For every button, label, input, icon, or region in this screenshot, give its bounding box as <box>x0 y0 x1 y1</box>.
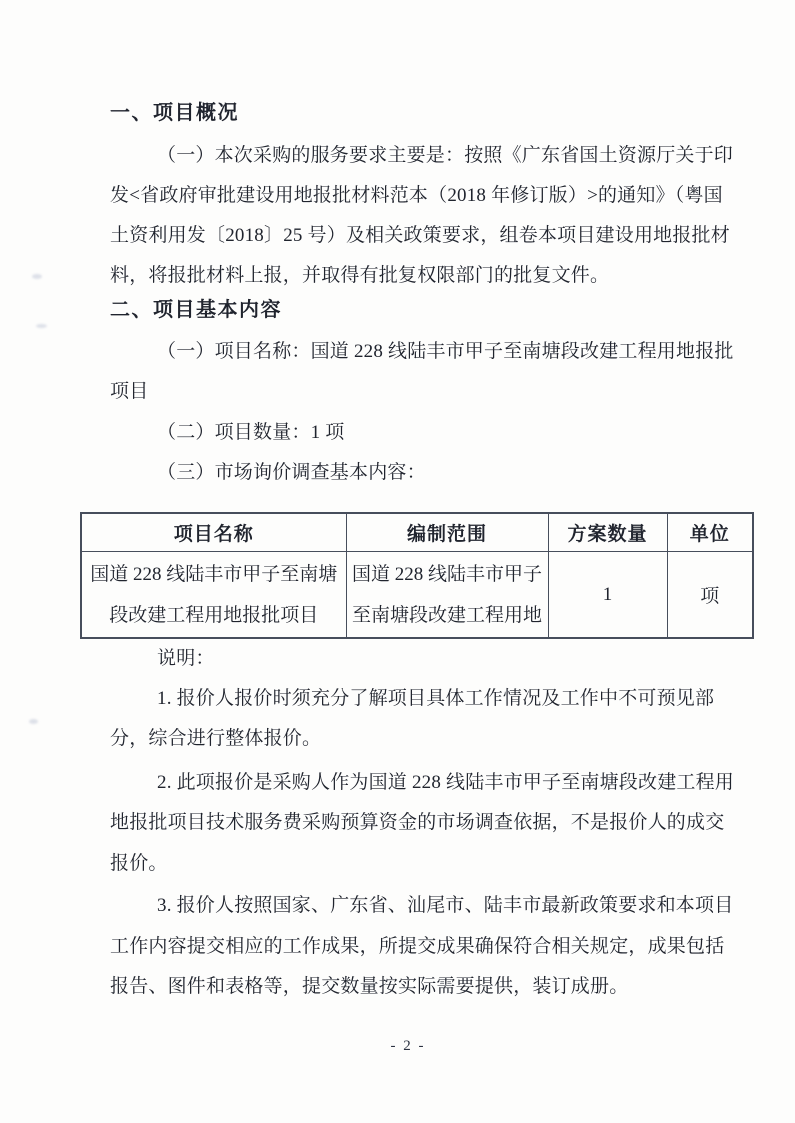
section-1-heading: 一、项目概况 <box>110 102 239 124</box>
note-3-line: 报告、图件和表格等，提交数量按实际需要提供，装订成册。 <box>110 976 629 997</box>
section-2-heading: 二、项目基本内容 <box>110 299 282 321</box>
note-2-line: 2. 此项报价是采购人作为国道 228 线陆丰市甲子至南塘段改建工程用 <box>157 772 735 793</box>
table-cell-scope <box>346 552 548 639</box>
scan-artifact <box>36 324 47 328</box>
scope-line: 国道 228 线陆丰市甲子 <box>351 563 542 585</box>
table-cell-unit: 项 <box>667 552 753 639</box>
section-2-item-3: （三）市场询价调查基本内容： <box>157 462 426 483</box>
project-name-line: 国道 228 线陆丰市甲子至南塘 <box>90 563 338 585</box>
section-2-item-1-line: （一）项目名称：国道 228 线陆丰市甲子至南塘段改建工程用地报批 <box>157 341 734 362</box>
table-header-unit: 单位 <box>667 513 753 552</box>
section-2-item-2: （二）项目数量：1 项 <box>157 422 345 443</box>
scan-artifact <box>32 274 42 279</box>
note-2-line: 地报批项目技术服务费采购预算资金的市场调查依据，不是报价人的成交 <box>110 812 725 833</box>
note-3-line: 3. 报价人按照国家、广东省、汕尾市、陆丰市最新政策要求和本项目 <box>157 895 734 916</box>
table-header-scope: 编制范围 <box>346 513 548 552</box>
section-1-paragraph-line: 发<省政府审批建设用地报批材料范本（2018 年修订版）>的通知》（粤国 <box>110 185 723 206</box>
table-cell-project-name <box>81 552 346 639</box>
section-2-item-1-line: 项目 <box>110 381 149 402</box>
table-header-row <box>81 513 753 552</box>
section-1-paragraph-line: 土资利用发〔2018〕25 号）及相关政策要求，组卷本项目建设用地报批材 <box>110 225 730 246</box>
scan-artifact <box>29 719 38 724</box>
note-1-line: 1. 报价人报价时须充分了解项目具体工作情况及工作中不可预见部 <box>157 688 715 709</box>
note-1-line: 分，综合进行整体报价。 <box>110 728 322 749</box>
section-1-paragraph-line: （一）本次采购的服务要求主要是：按照《广东省国土资源厅关于印 <box>157 145 734 166</box>
note-3-line: 工作内容提交相应的工作成果，所提交成果确保符合相关规定，成果包括 <box>110 936 725 957</box>
table-row <box>81 552 753 639</box>
table-cell-quantity: 1 <box>548 552 667 639</box>
inquiry-table <box>80 512 754 639</box>
table-header-quantity: 方案数量 <box>548 513 667 552</box>
section-1-paragraph-line: 料，将报批材料上报，并取得有批复权限部门的批复文件。 <box>110 265 610 286</box>
notes-label: 说明： <box>157 648 215 669</box>
project-name-line: 段改建工程用地报批项目 <box>109 604 319 626</box>
table-header-project-name: 项目名称 <box>81 513 346 552</box>
page-number: - 2 - <box>390 1038 426 1054</box>
note-2-line: 报价。 <box>110 853 168 874</box>
scope-line: 至南塘段改建工程用地 <box>351 604 542 626</box>
